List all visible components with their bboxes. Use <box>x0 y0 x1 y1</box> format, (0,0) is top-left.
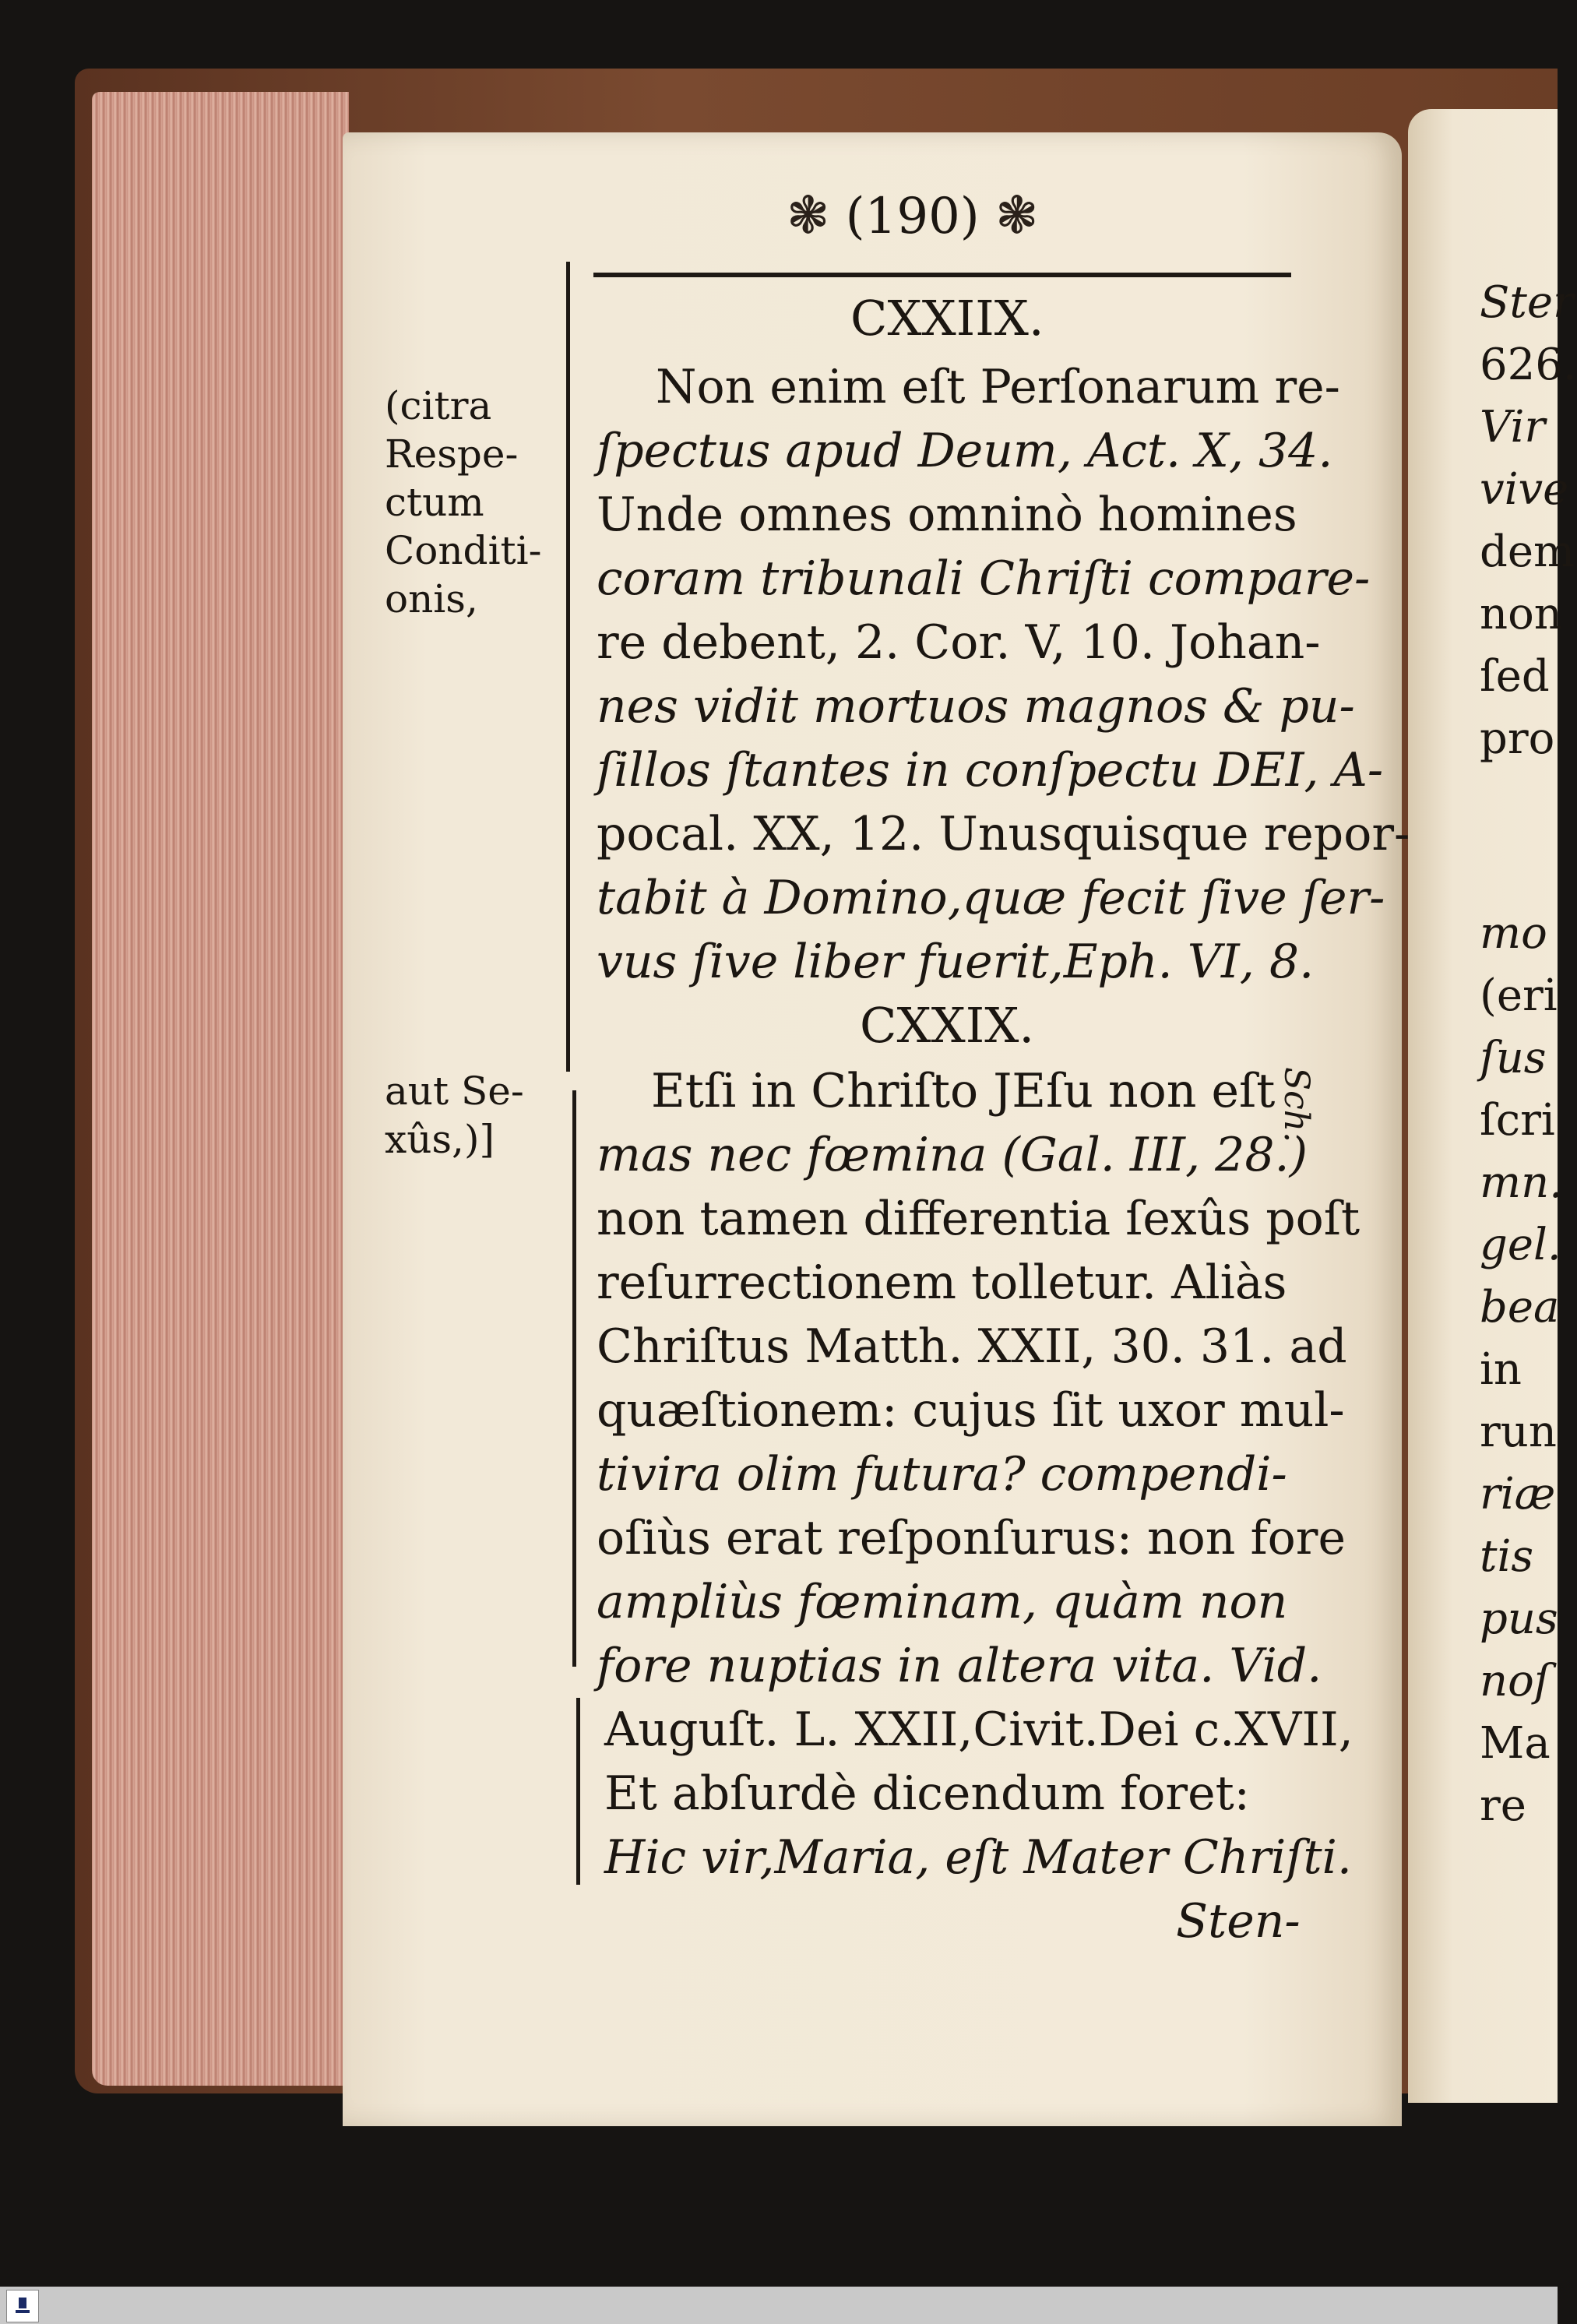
chapter-heading: CXXIX. <box>860 997 1035 1054</box>
right-page-fragment: non <box>1480 589 1562 639</box>
text-line: Hic vir,Maria, eſt Mater Chriſti. <box>604 1830 1352 1885</box>
header-rule <box>593 273 1291 277</box>
library-logo-icon <box>6 2290 39 2322</box>
text-line: Chriſtus Matth. XXII, 30. 31. ad <box>597 1319 1347 1374</box>
margin-note: aut Se-xûs,)] <box>385 1069 524 1162</box>
text-line: ampliùs fœminam, quàm non <box>597 1575 1288 1629</box>
ornament-left-icon: ❃ <box>787 185 830 245</box>
right-page-fragment: ſed <box>1480 651 1550 702</box>
right-page-fragment: bea <box>1480 1282 1560 1333</box>
right-page-fragment: in <box>1480 1344 1522 1395</box>
right-page-fragment: 626. <box>1480 340 1577 390</box>
page-header <box>787 185 1038 245</box>
margin-note-sch: Sch. <box>1276 1067 1316 1143</box>
right-page-fragment: pus <box>1480 1593 1558 1644</box>
right-page-fragment: mn. <box>1480 1157 1563 1208</box>
text-line: Etſi in Chriſto JEſu non eſt <box>651 1064 1276 1118</box>
text-line: Auguſt. L. XXII,Civit.Dei c.XVII, <box>604 1703 1353 1757</box>
text-line: reſurrectionem tolletur. Aliàs <box>597 1255 1287 1310</box>
right-page-fragment: Vir <box>1480 402 1546 452</box>
text-line: Unde omnes omninò homines <box>597 488 1297 542</box>
text-line: coram tribunali Chriſti compare- <box>597 551 1371 606</box>
text-line: pocal. XX, 12. Unusquisque repor- <box>597 807 1410 861</box>
text-line: mas nec fœmina (Gal. III, 28.) <box>597 1128 1308 1182</box>
text-line: vus ſive liber fuerit,Eph. VI, 8. <box>597 935 1315 989</box>
viewer-footer-bar <box>0 2287 1558 2324</box>
right-page-fragment: tis <box>1480 1531 1534 1582</box>
text-line: oſiùs erat reſponſurus: non fore <box>597 1511 1346 1565</box>
text-line: tivira olim futura? compendi- <box>597 1447 1287 1502</box>
right-page-fragment: dem <box>1480 526 1575 577</box>
catchword: Sten- <box>1176 1894 1301 1949</box>
chapter-heading: CXXIIX. <box>850 290 1044 347</box>
right-page-fragment: (eri <box>1480 970 1558 1021</box>
right-page-fragment: run <box>1480 1407 1557 1457</box>
right-page-fragment: ſcri <box>1480 1095 1555 1146</box>
right-page-fragment: gel. <box>1480 1220 1561 1270</box>
right-page-fragment: re <box>1480 1780 1526 1831</box>
ornament-right-icon: ❃ <box>995 185 1039 245</box>
page-number: (190) <box>845 188 980 245</box>
margin-bar <box>566 262 570 1072</box>
right-page-fragment: pro <box>1480 713 1555 764</box>
margin-note: (citra Respe-ctum Conditi-onis, <box>385 383 542 621</box>
text-line: quæſtionem: cujus ſit uxor mul- <box>597 1383 1345 1438</box>
right-page-fragment: Ma <box>1480 1718 1551 1769</box>
text-line: non tamen differentia ſexûs poſt <box>597 1192 1361 1246</box>
right-page-fragment: riæ <box>1480 1469 1556 1519</box>
text-line: re debent, 2. Cor. V, 10. Johan- <box>597 615 1321 670</box>
margin-bar <box>576 1698 580 1885</box>
text-line: Et abſurdè dicendum foret: <box>604 1766 1250 1821</box>
text-line: tabit à Domino,quæ fecit ſive ſer- <box>597 871 1385 925</box>
text-line: fore nuptias in altera vita. Vid. <box>597 1639 1322 1693</box>
margin-bar <box>572 1090 576 1667</box>
right-page-fragment: mo <box>1480 908 1547 959</box>
text-line: Non enim eſt Perſonarum re- <box>656 360 1340 414</box>
page-edges <box>92 92 349 2086</box>
right-page-fragment: noſ <box>1480 1656 1551 1706</box>
text-line: ſpectus apud Deum, Act. X, 34. <box>597 424 1333 478</box>
text-line: ſillos ſtantes in conſpectu DEI, A- <box>597 743 1384 798</box>
right-page-fragment: ſus <box>1480 1033 1547 1083</box>
text-line: nes vidit mortuos magnos & pu- <box>597 679 1355 734</box>
right-page-fragment: vive <box>1480 464 1569 515</box>
right-page-fragment: Ster <box>1480 277 1574 328</box>
